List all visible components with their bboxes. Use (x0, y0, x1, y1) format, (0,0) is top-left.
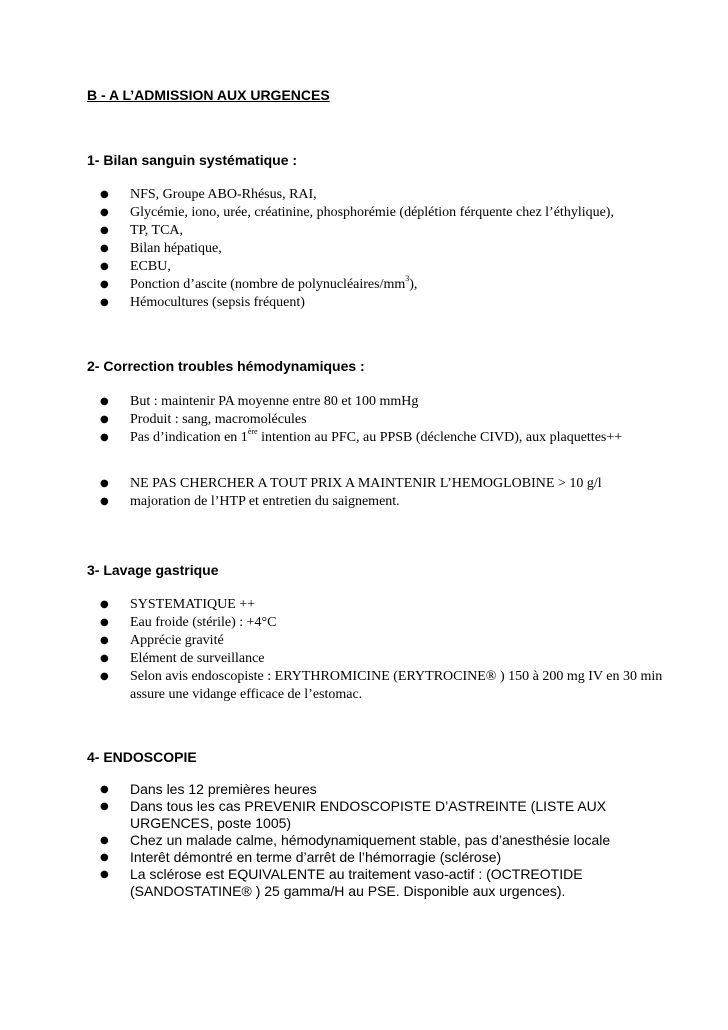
list-item: ● Glycémie, iono, urée, créatinine, phosphorémie (déplétion férquente chez l’éthylique), (100, 205, 614, 220)
bullet-icon: ● (100, 653, 109, 664)
list-item: ● NFS, Groupe ABO-Rhésus, RAI, (100, 187, 317, 202)
bullet-icon: ● (100, 432, 109, 443)
bullet-icon: ● (100, 297, 109, 308)
section-2-list-secondary (87, 475, 687, 511)
bullet-icon: ● (100, 869, 109, 880)
list-item: ● SYSTEMATIQUE ++ (100, 597, 256, 612)
bullet-icon: ● (100, 225, 109, 236)
list-item: ● Hémocultures (sepsis fréquent) (100, 295, 305, 310)
bullet-icon: ● (100, 396, 109, 407)
section-2-heading: 2- Correction troubles hémodynamiques : (87, 358, 365, 374)
bullet-icon: ● (100, 478, 109, 489)
bullet-icon: ● (100, 801, 109, 812)
list-item: ● Pas d’indication en 1ère intention au PFC, au PPSB (déclenche CIVD), aux plaquettes++ (100, 427, 623, 445)
list-item: ● TP, TCA, (100, 223, 184, 238)
list-item: ● Selon avis endoscopiste : ERYTHROMICINE (ERYTROCINE® ) 150 à 200 mg IV en 30 min assure une vidange efficace de l’estomac. (100, 669, 663, 702)
list-item: ● Elément de surveillance (100, 651, 265, 666)
bullet-icon: ● (100, 852, 109, 863)
list-item: ● Eau froide (stérile) : +4°C (100, 615, 277, 630)
list-item: ● NE PAS CHERCHER A TOUT PRIX A MAINTENIR L’HEMOGLOBINE > 10 g/l (100, 476, 602, 491)
bullet-icon: ● (100, 261, 109, 272)
section-3-heading: 3- Lavage gastrique (87, 562, 219, 578)
list-item: ● Produit : sang, macromolécules (100, 412, 307, 427)
list-item: ● Bilan hépatique, (100, 241, 222, 256)
list-item: ● Ponction d’ascite (nombre de polynucléaires/$mm^3$), (100, 274, 418, 292)
bullet-icon: ● (100, 617, 109, 628)
page-title: B - A L’ADMISSION AUX URGENCES (87, 87, 330, 103)
bullet-icon: ● (100, 189, 109, 200)
bullet-icon: ● (100, 414, 109, 425)
bullet-icon: ● (100, 784, 109, 795)
list-item: ● La sclérose est EQUIVALENTE au traitement vaso-actif : (OCTREOTIDE (SANDOSTATINE® ) 25 gamma/H au PSE. Disponible aux urgences). (100, 866, 583, 899)
bullet-icon: ● (100, 835, 109, 846)
section-4-list (87, 781, 687, 900)
bullet-icon: ● (100, 671, 109, 682)
list-item: ● Dans tous les cas PREVENIR ENDOSCOPISTE D’ASTREINTE (LISTE AUX URGENCES, poste 1005) (100, 798, 607, 831)
list-item: ● majoration de l’HTP et entretien du saignement. (100, 494, 400, 509)
section-3-list (87, 596, 687, 704)
bullet-icon: ● (100, 635, 109, 646)
bullet-icon: ● (100, 279, 109, 290)
list-item: ● ECBU, (100, 259, 171, 274)
list-item: ● Apprécie gravité (100, 633, 224, 648)
section-1-list (87, 186, 687, 312)
section-2-list (87, 393, 687, 447)
section-1-heading: 1- Bilan sanguin systématique : (87, 152, 298, 168)
list-item: ● Interêt démontré en terme d’arrêt de l’hémorragie (sclérose) (100, 849, 502, 865)
bullet-icon: ● (100, 599, 109, 610)
bullet-icon: ● (100, 207, 109, 218)
list-item: ● Dans les 12 premières heures (100, 781, 317, 797)
list-item: ● But : maintenir PA moyenne entre 80 et 100 mmHg (100, 394, 419, 409)
list-item: ● Chez un malade calme, hémodynamiquement stable, pas d’anesthésie locale (100, 832, 611, 848)
section-4-heading: 4- ENDOSCOPIE (87, 749, 197, 765)
bullet-icon: ● (100, 243, 109, 254)
bullet-icon: ● (100, 496, 109, 507)
